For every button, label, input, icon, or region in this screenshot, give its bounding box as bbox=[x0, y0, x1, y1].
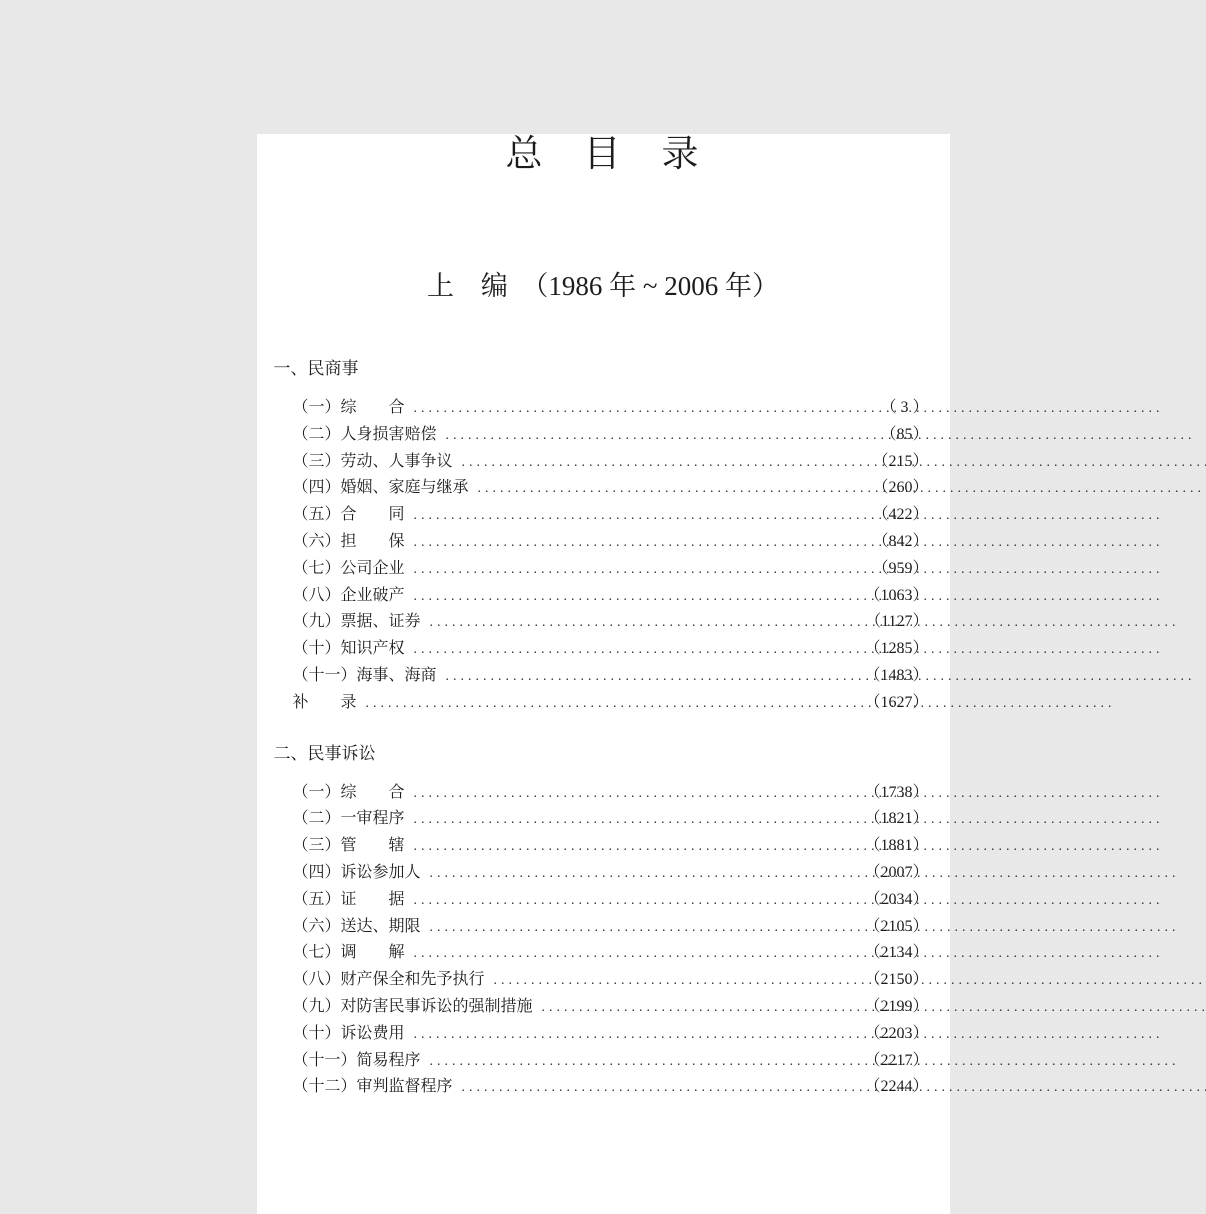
dot-leader bbox=[414, 395, 874, 422]
toc-entry bbox=[293, 780, 929, 807]
toc-entry bbox=[293, 833, 929, 860]
toc-entry bbox=[293, 422, 929, 449]
dot-leader bbox=[462, 449, 866, 476]
toc-entry-label: （七）调 解 bbox=[292, 944, 405, 962]
toc-entry-label: （一）综 合 bbox=[292, 783, 405, 801]
dot-leader bbox=[414, 502, 866, 529]
toc-entry-label: （三）劳动、人事争议 bbox=[292, 452, 453, 470]
toc-entry-label: （二）人身损害赔偿 bbox=[292, 425, 437, 443]
toc-entry bbox=[293, 449, 929, 476]
dot-leader bbox=[414, 583, 858, 610]
toc-entry bbox=[293, 690, 929, 717]
dot-leader bbox=[478, 475, 866, 502]
toc-entry-label: （三）管 辖 bbox=[292, 837, 405, 855]
toc-entry bbox=[293, 860, 929, 887]
toc-entry-label: （四）婚姻、家庭与继承 bbox=[292, 479, 469, 497]
dot-leader bbox=[430, 914, 858, 941]
toc-entry-page: （2034） bbox=[864, 890, 929, 908]
toc-entry bbox=[293, 806, 929, 833]
toc-entry-page: （2244） bbox=[864, 1078, 929, 1096]
toc-entry-page: （1483） bbox=[864, 666, 929, 684]
toc-entry-label: （八）企业破产 bbox=[292, 586, 405, 604]
toc-entry bbox=[293, 636, 929, 663]
toc-entry-page: （2203） bbox=[864, 1024, 929, 1042]
toc-entry-page: （1285） bbox=[864, 640, 929, 658]
dot-leader bbox=[430, 860, 858, 887]
toc-sections bbox=[257, 358, 950, 1101]
toc-entry-label: （五）合 同 bbox=[292, 506, 405, 524]
dot-leader bbox=[462, 1074, 858, 1101]
toc-entry-page: （1627） bbox=[864, 693, 929, 711]
toc-entry-page: （85） bbox=[880, 425, 929, 443]
toc-entry-page: （260） bbox=[872, 479, 929, 497]
toc-entry-page: （1738） bbox=[864, 783, 929, 801]
dot-leader bbox=[414, 780, 858, 807]
toc-entry bbox=[293, 1074, 929, 1101]
dot-leader bbox=[414, 636, 858, 663]
toc-item-list bbox=[293, 780, 929, 1102]
toc-entry-page: （2134） bbox=[864, 944, 929, 962]
toc-entry-label: （六）送达、期限 bbox=[292, 917, 421, 935]
dot-leader bbox=[414, 529, 866, 556]
toc-section bbox=[257, 743, 950, 1102]
dot-leader bbox=[414, 556, 866, 583]
dot-leader bbox=[430, 1048, 858, 1075]
toc-entry-label: （四）诉讼参加人 bbox=[292, 863, 421, 881]
toc-entry-label: （二）一审程序 bbox=[292, 810, 405, 828]
dot-leader bbox=[494, 967, 858, 994]
toc-entry bbox=[293, 887, 929, 914]
toc-entry bbox=[293, 940, 929, 967]
toc-entry-label: （一）综 合 bbox=[292, 399, 405, 416]
dot-leader bbox=[446, 663, 858, 690]
toc-entry-label: （十二）审判监督程序 bbox=[292, 1078, 453, 1096]
page-title: 总 目 录 bbox=[505, 134, 701, 175]
dot-leader bbox=[430, 609, 859, 636]
toc-entry-page: （1127） bbox=[865, 613, 929, 631]
dot-leader bbox=[366, 690, 858, 717]
scanned-toc-page bbox=[257, 134, 950, 1214]
toc-entry-page: （422） bbox=[872, 506, 929, 524]
toc-entry-page: （2105） bbox=[864, 917, 929, 935]
toc-entry-label: 补 录 bbox=[292, 693, 357, 711]
toc-entry-page: （ 3 ） bbox=[880, 399, 929, 416]
toc-entry-page: （1821） bbox=[864, 810, 929, 828]
toc-entry-label: （十）诉讼费用 bbox=[292, 1024, 405, 1042]
toc-entry bbox=[293, 556, 929, 583]
toc-entry bbox=[293, 1021, 929, 1048]
dot-leader bbox=[414, 940, 858, 967]
toc-entry-label: （七）公司企业 bbox=[292, 559, 405, 577]
toc-entry bbox=[293, 914, 929, 941]
toc-entry-page: （2150） bbox=[864, 971, 929, 989]
toc-entry-label: （八）财产保全和先予执行 bbox=[292, 971, 485, 989]
section-heading: 二、民事诉讼 bbox=[273, 743, 376, 763]
toc-entry-page: （1063） bbox=[864, 586, 929, 604]
toc-entry bbox=[293, 583, 929, 610]
dot-leader bbox=[414, 833, 858, 860]
section-heading: 一、民商事 bbox=[273, 359, 359, 378]
dot-leader bbox=[542, 994, 858, 1021]
dot-leader bbox=[414, 887, 858, 914]
toc-entry-label: （九）票据、证券 bbox=[292, 613, 421, 631]
toc-entry-label: （五）证 据 bbox=[292, 890, 405, 908]
dot-leader bbox=[414, 1021, 858, 1048]
dot-leader bbox=[414, 806, 858, 833]
toc-entry bbox=[293, 663, 929, 690]
toc-entry-page: （2217） bbox=[864, 1051, 929, 1069]
toc-section bbox=[257, 358, 950, 717]
toc-item-list bbox=[293, 395, 929, 717]
toc-entry-page: （2199） bbox=[864, 997, 929, 1015]
dot-leader bbox=[446, 422, 874, 449]
toc-entry bbox=[293, 994, 929, 1021]
toc-entry-label: （六）担 保 bbox=[292, 532, 405, 550]
toc-entry-page: （215） bbox=[872, 452, 929, 470]
toc-entry bbox=[293, 529, 929, 556]
toc-entry-page: （1881） bbox=[864, 837, 929, 855]
toc-entry-label: （十）知识产权 bbox=[292, 640, 405, 658]
toc-entry-page: （2007） bbox=[864, 863, 929, 881]
toc-entry bbox=[293, 967, 929, 994]
toc-entry-page: （842） bbox=[872, 532, 929, 550]
toc-entry bbox=[293, 1048, 929, 1075]
toc-entry-label: （九）对防害民事诉讼的强制措施 bbox=[292, 997, 533, 1015]
toc-entry bbox=[293, 502, 929, 529]
toc-entry bbox=[293, 609, 929, 636]
toc-entry-label: （十一）海事、海商 bbox=[292, 666, 437, 684]
toc-entry bbox=[293, 395, 929, 422]
toc-entry-label: （十一）简易程序 bbox=[292, 1051, 421, 1069]
toc-entry bbox=[293, 475, 929, 502]
edition-heading: 上 编 （1986 年 ~ 2006 年） bbox=[426, 271, 780, 301]
toc-entry-page: （959） bbox=[872, 559, 929, 577]
